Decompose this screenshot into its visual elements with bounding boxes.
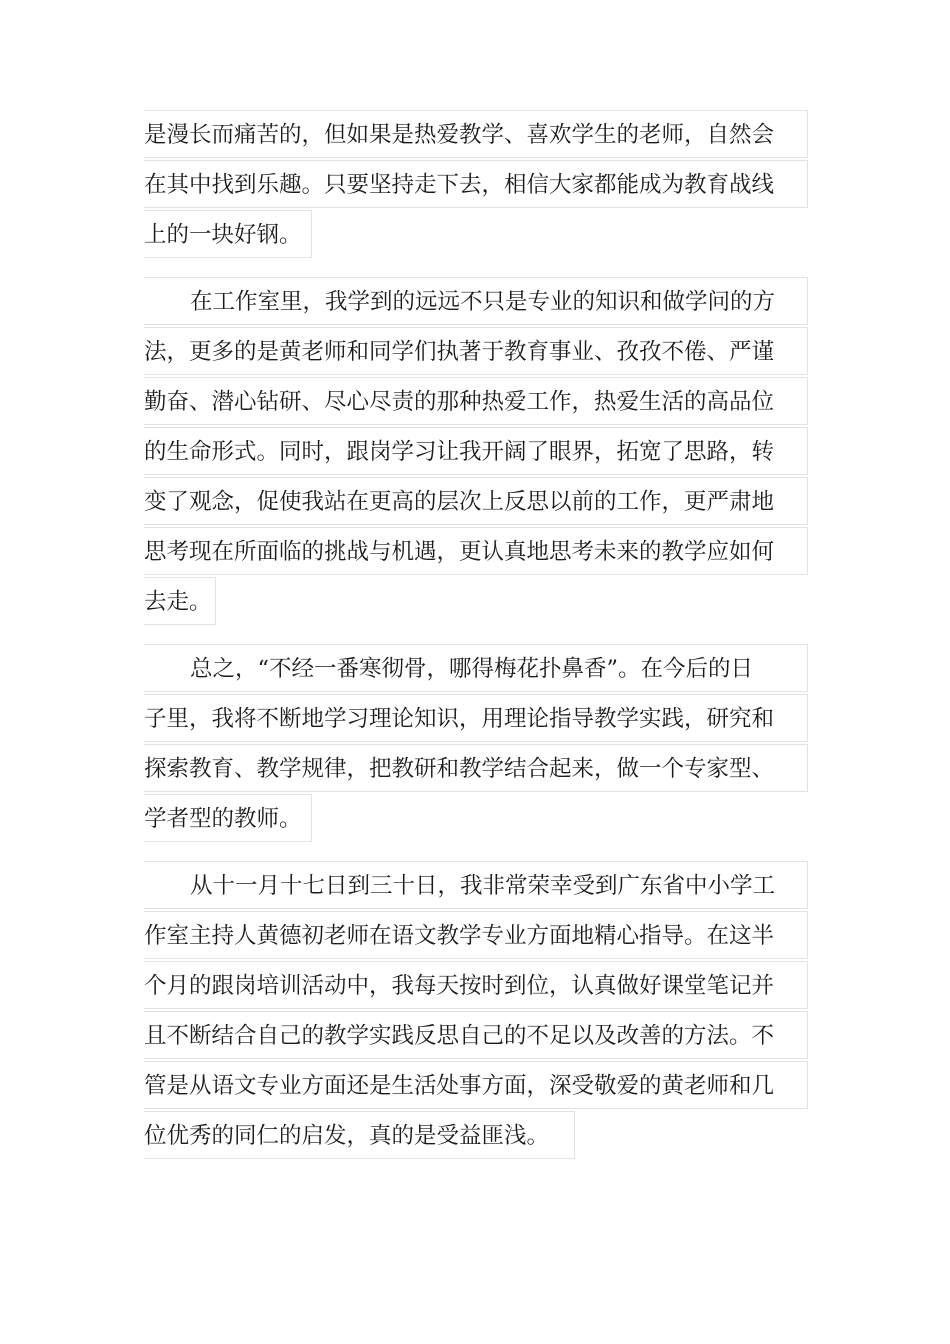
text-line: 作室主持人黄德初老师在语文教学专业方面地精心指导。在这半: [144, 911, 808, 959]
text-line: 在工作室里，我学到的远远不只是专业的知识和做学问的方: [144, 277, 808, 325]
text-line: 去走。: [144, 577, 216, 625]
text-line: 总之，“不经一番寒彻骨，哪得梅花扑鼻香”。在今后的日: [144, 644, 808, 692]
text-line: 是漫长而痛苦的，但如果是热爱教学、喜欢学生的老师，自然会: [144, 110, 808, 158]
text-line: 在其中找到乐趣。只要坚持走下去，相信大家都能成为教育战线: [144, 160, 808, 208]
text-line: 管是从语文专业方面还是生活处事方面，深受敬爱的黄老师和几: [144, 1061, 808, 1109]
text-line: 且不断结合自己的教学实践反思自己的不足以及改善的方法。不: [144, 1011, 808, 1059]
text-line: 勤奋、潜心钻研、尽心尽责的那种热爱工作，热爱生活的高品位: [144, 377, 808, 425]
text-line: 从十一月十七日到三十日，我非常荣幸受到广东省中小学工: [144, 861, 808, 909]
text-line: 变了观念，促使我站在更高的层次上反思以前的工作，更严肃地: [144, 477, 808, 525]
text-line: 探索教育、教学规律，把教研和教学结合起来，做一个专家型、: [144, 744, 808, 792]
text-line: 位优秀的同仁的启发，真的是受益匪浅。: [144, 1111, 575, 1159]
text-line: 上的一块好钢。: [144, 210, 312, 258]
text-line: 的生命形式。同时，跟岗学习让我开阔了眼界，拓宽了思路，转: [144, 427, 808, 475]
text-line: 法，更多的是黄老师和同学们执著于教育事业、孜孜不倦、严谨: [144, 327, 808, 375]
text-line: 思考现在所面临的挑战与机遇，更认真地思考未来的教学应如何: [144, 527, 808, 575]
text-line: 子里，我将不断地学习理论知识，用理论指导教学实践，研究和: [144, 694, 808, 742]
text-line: 个月的跟岗培训活动中，我每天按时到位，认真做好课堂笔记并: [144, 961, 808, 1009]
text-line: 学者型的教师。: [144, 794, 312, 842]
